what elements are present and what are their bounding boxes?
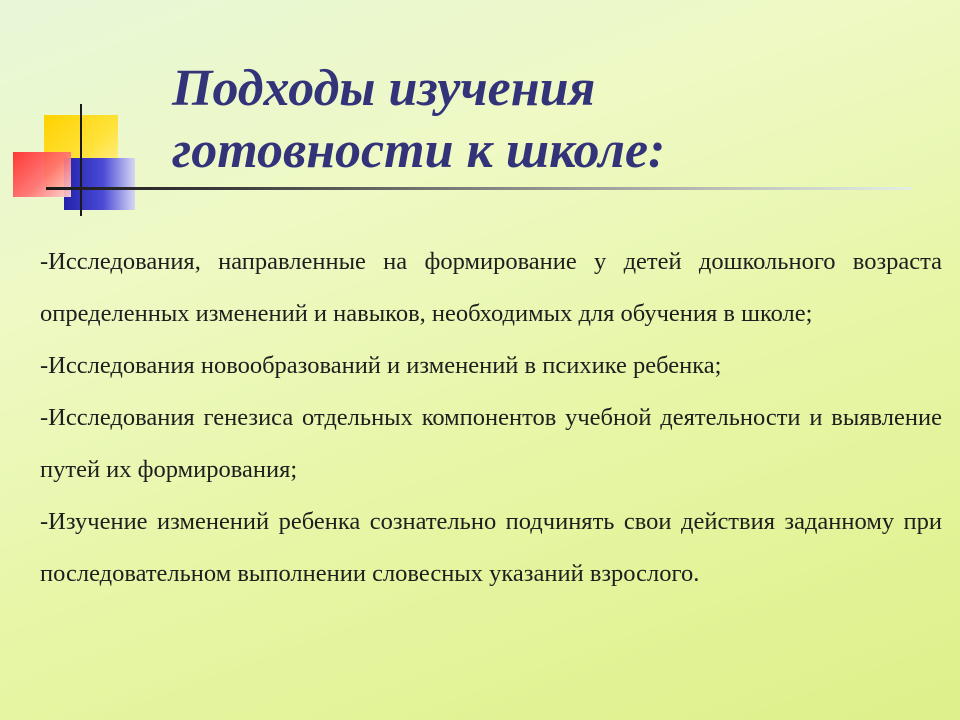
red-square-decoration: [13, 152, 71, 197]
approach-item-2: -Исследования новообразований и изменений в психике ребенка;: [40, 352, 722, 379]
slide-title: [172, 58, 872, 182]
approach-item-3: -Исследования генезиса отдельных компонентов учебной деятельности и выявление путей их формирования;: [40, 404, 942, 483]
vertical-line-decoration: [80, 104, 82, 216]
approach-item-4: -Изучение изменений ребенка сознательно подчинять свои действия заданному при последовательном выполнении словесных указаний взрослого.: [40, 508, 942, 587]
approach-item-1: -Исследования, направленные на формирование у детей дошкольного возраста определенных изменений и навыков, необходимых для обучения в школе;: [40, 248, 942, 327]
slide-body: [40, 236, 942, 600]
decorative-squares: [0, 0, 200, 240]
slide-title-line-1: Подходы изучения: [172, 60, 596, 117]
blue-square-decoration: [64, 158, 135, 210]
slide-title-line-2: готовности к школе:: [172, 122, 666, 179]
title-underline: [46, 187, 912, 190]
